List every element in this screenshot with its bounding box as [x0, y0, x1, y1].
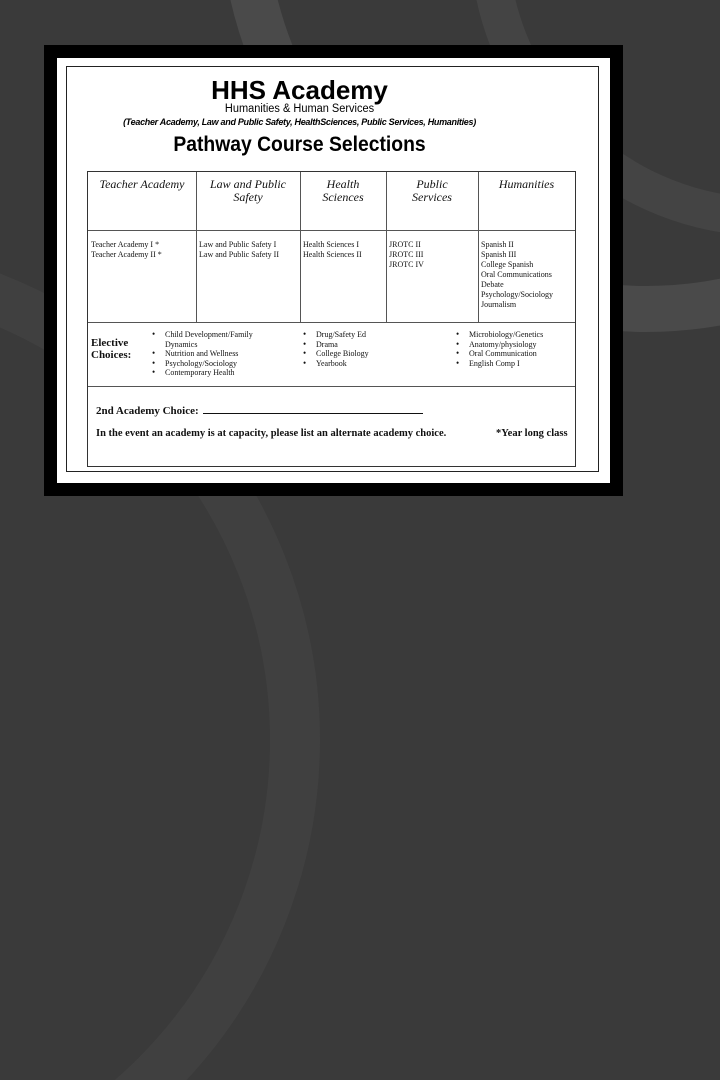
elective-item: • Nutrition and Wellness	[152, 349, 253, 359]
humanities-courses	[481, 240, 553, 310]
public-services-courses	[389, 240, 424, 270]
pathway-table	[87, 171, 576, 467]
capacity-note: In the event an academy is at capacity, please list an alternate academy choice.	[96, 428, 447, 439]
elective-item: • Yearbook	[303, 359, 369, 369]
second-academy-choice	[96, 404, 423, 417]
column-heading-humanities: Humanities	[498, 177, 555, 191]
health-sciences-courses	[303, 240, 362, 260]
elective-item: • Oral Communication	[456, 349, 543, 359]
section-heading: Pathway Course Selections	[173, 133, 426, 156]
elective-item: • Contemporary Health	[152, 368, 253, 378]
elective-item: • College Biology	[303, 349, 369, 359]
second-choice-blank-line	[203, 404, 423, 414]
course-item: Oral Communications	[481, 270, 552, 279]
academies-list: (Teacher Academy, Law and Public Safety, HealthSciences, Public Services, Humanities)	[123, 117, 476, 127]
teacher-academy-courses	[91, 240, 162, 260]
elective-item: • Drug/Safety Ed	[303, 330, 369, 340]
column-heading-health-sciences: Health Sciences	[322, 177, 364, 204]
row-divider	[88, 322, 575, 323]
course-item: Psychology/Sociology	[481, 290, 554, 299]
column-heading-teacher-academy: Teacher Academy	[99, 177, 185, 191]
course-item: Teacher Academy I *	[91, 240, 160, 249]
row-divider	[88, 386, 575, 387]
course-item: Teacher Academy II *	[91, 250, 162, 259]
year-long-note: *Year long class	[496, 428, 568, 439]
elective-item: • English Comp I	[456, 359, 543, 369]
course-item: College Spanish	[481, 260, 534, 269]
elective-item: • Psychology/Sociology	[152, 359, 253, 369]
elective-choices-label: Elective Choices:	[91, 337, 132, 361]
column-divider	[478, 172, 479, 323]
elective-group-1	[152, 330, 253, 378]
course-item: Law and Public Safety I	[199, 240, 277, 249]
elective-item: • Anatomy/physiology	[456, 340, 543, 350]
document-page	[57, 58, 610, 483]
law-public-safety-courses	[199, 240, 279, 260]
course-item: Law and Public Safety II	[199, 250, 279, 259]
row-divider	[88, 230, 575, 231]
elective-item: • Microbiology/Genetics	[456, 330, 543, 340]
course-item: Health Sciences I	[303, 240, 359, 249]
elective-item-continued: Dynamics	[165, 339, 198, 349]
slide-frame	[44, 45, 623, 496]
course-item: Spanish II	[481, 240, 514, 249]
course-item: JROTC IV	[389, 260, 424, 269]
course-item: Spanish III	[481, 250, 517, 259]
course-item: Debate	[481, 280, 504, 289]
document-title: HHS Academy	[211, 75, 388, 105]
elective-item: • Child Development/Family	[152, 330, 253, 340]
elective-group-3	[456, 330, 543, 368]
course-item: JROTC II	[389, 240, 421, 249]
course-item: JROTC III	[389, 250, 424, 259]
course-item: Journalism	[481, 300, 517, 309]
second-choice-label: 2nd Academy Choice:	[96, 405, 199, 417]
document-subtitle: Humanities & Human Services	[224, 102, 375, 116]
elective-group-2	[303, 330, 369, 368]
elective-item: • Drama	[303, 340, 369, 350]
document-border	[66, 66, 599, 472]
course-item: Health Sciences II	[303, 250, 362, 259]
column-heading-law-public-safety: Law and Public Safety	[209, 177, 286, 204]
column-heading-public-services: Public Services	[412, 177, 452, 204]
